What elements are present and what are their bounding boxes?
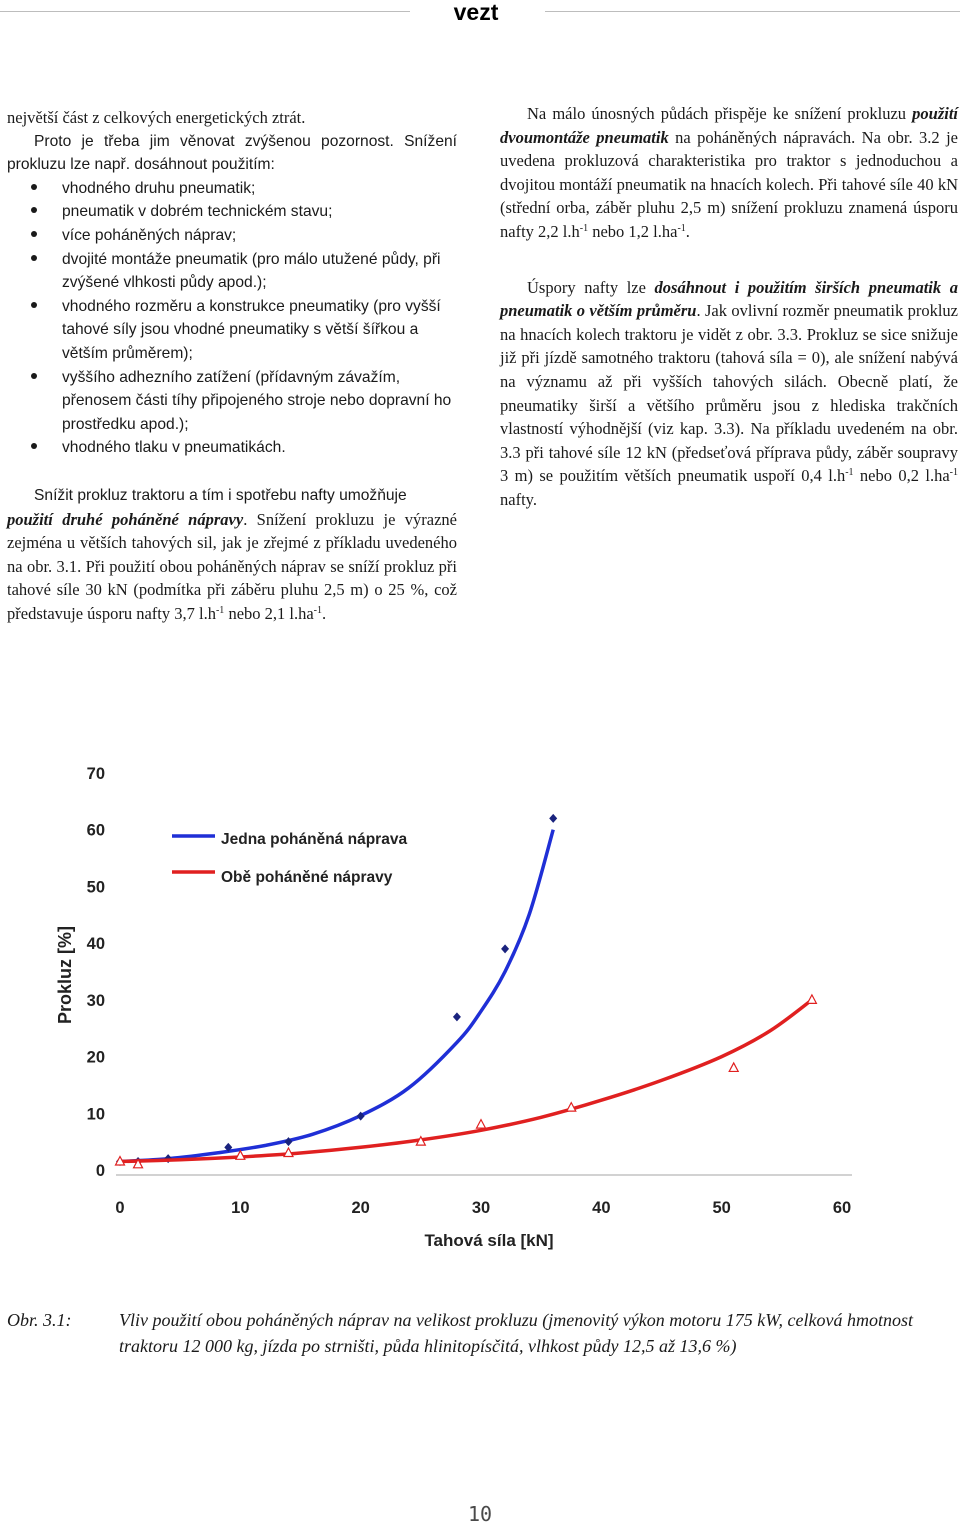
data-point-single-axle: [549, 814, 557, 823]
bullet-item: vyššího adhezního zatížení (přídavným závažím, přenosem části tíhy připojeného stroje nebo dopravní ho prostředku apod.);: [7, 366, 457, 437]
series-layer: [116, 814, 817, 1168]
bullet-item: vhodného tlaku v pneumatikách.: [7, 436, 457, 460]
x-tick-label: 50: [712, 1199, 731, 1217]
superscript: -1: [215, 604, 225, 616]
x-tick-label: 30: [471, 1199, 491, 1217]
trend-line-both-axles: [120, 1000, 812, 1162]
y-tick-label: 10: [86, 1105, 105, 1124]
x-axis-label: Tahová síla [kN]: [424, 1231, 554, 1250]
body-text: .: [685, 221, 690, 241]
y-tick-label: 40: [86, 935, 105, 954]
body-text: nebo 2,1 l.ha: [224, 603, 314, 623]
data-point-both-axles: [477, 1120, 486, 1129]
spacer: [500, 244, 958, 276]
x-tick-label: 10: [231, 1199, 250, 1217]
logo-text: vezt: [453, 0, 499, 25]
spacer: [7, 460, 457, 484]
bullet-item: více poháněných náprav;: [7, 224, 457, 248]
body-text: na poháněných nápravách. Na obr. 3.2 je uvedena prokluzová charakteristika pro traktor s jednoduchou a dvojitou montáží pneumatik na hnacích kolech. Při tahové síle 40 kN (střední orba, záběr pluhu 2,5 m) snížení prokluzu znamená úsporu nafty 2,2 l.h: [500, 127, 958, 241]
data-point-both-axles: [807, 995, 816, 1004]
bullet-item: pneumatik v dobrém technickém stavu;: [7, 200, 457, 224]
right-column: [500, 102, 958, 512]
figure-label: Obr. 3.1:: [7, 1310, 72, 1330]
lead-sentence: Snížit prokluz traktoru a tím i spotřebu nafty umožňuje: [34, 486, 407, 504]
bullet-item: dvojité montáže pneumatik (pro málo utužené půdy, při zvýšené vlhkosti půdy apod.);: [7, 248, 457, 295]
body-text: nafty.: [500, 489, 537, 509]
header-rule-right: [545, 11, 960, 12]
header-rule-left: [0, 11, 410, 12]
y-axis-ticks: [87, 765, 105, 1180]
superscript: -1: [677, 222, 686, 234]
data-point-single-axle: [501, 944, 509, 953]
figure-caption: Vliv použití obou poháněných náprav na velikost prokluzu (jmenovitý výkon motoru 175 kW, celková hmotnost traktoru 12 000 kg, jízda po strništi, půda hlinitopísčitá, vlhkost půdy 12,5 až 13,6 %): [119, 1310, 913, 1356]
x-tick-label: 0: [115, 1199, 125, 1217]
paragraph-wider-tyres: [500, 276, 958, 512]
bullet-item: vhodného druhu pneumatik;: [7, 177, 457, 201]
body-text: nebo 1,2 l.ha: [588, 221, 678, 241]
bullet-list: [7, 177, 457, 460]
x-tick-label: 40: [592, 1199, 611, 1217]
data-point-both-axles: [729, 1063, 738, 1072]
emphasis: dosáhnout i použitím širších pneumatik a pneumatik o větším průměru: [500, 277, 958, 321]
data-point-single-axle: [453, 1012, 461, 1021]
emphasis: použití dvoumontáže pneumatik: [500, 104, 958, 147]
y-tick-label: 60: [86, 821, 105, 840]
y-tick-label: 20: [86, 1048, 105, 1067]
x-tick-label: 60: [832, 1199, 852, 1217]
y-tick-label: 50: [86, 878, 105, 897]
y-tick-label: 70: [86, 765, 105, 783]
superscript: -1: [313, 604, 323, 616]
vezt-logo: [440, 0, 512, 26]
lead-sentence: Na málo únosných půdách přispěje ke snížení prokluzu: [527, 104, 907, 123]
emphasis: použití druhé poháněné nápravy: [7, 509, 244, 529]
paragraph-intro: největší část z celkových energetických ztrát.: [7, 108, 306, 127]
y-axis-label: Prokluz [%]: [55, 925, 75, 1025]
left-column: [7, 106, 457, 625]
body-text: . Snížení prokluzu je výrazné zejména u větších tahových sil, jak je zřejmé z příkladu uvedeného na obr. 3.1. Při použití obou poháněných náprav se sníží prokluz při tahové síle 30 kN (podmítka při záběru pluhu 2,5 m) o 25 %, což představuje úsporu nafty 3,7 l.h: [7, 509, 457, 623]
lead-sentence: Úspory nafty lze: [527, 277, 655, 297]
y-tick-label: 0: [95, 1162, 105, 1180]
legend: [172, 831, 407, 886]
superscript: -1: [845, 467, 854, 479]
paragraph-second-axle: [7, 484, 457, 626]
y-tick-label: 30: [86, 991, 105, 1010]
page-number: 10: [467, 1502, 493, 1526]
superscript: -1: [579, 222, 589, 234]
paragraph-dual-tyres: [500, 102, 958, 244]
superscript: -1: [949, 467, 958, 479]
legend-label-both-axles: Obě poháněné nápravy: [221, 869, 393, 886]
x-axis-ticks: [115, 1199, 851, 1217]
paragraph-methods: Proto je třeba jim věnovat zvýšenou pozornost. Snížení prokluzu lze např. dosáhnout použitím:: [7, 132, 457, 174]
legend-label-single-axle: Jedna poháněná náprava: [221, 831, 408, 848]
x-tick-label: 20: [351, 1199, 370, 1217]
body-text: nebo 0,2 l.ha: [853, 466, 950, 486]
body-text: . Jak ovlivní rozměr pneumatik prokluz na hnacích kolech traktoru je vidět z obr. 3.3. Prokluz se sice snižuje již při jízdě samotného traktoru (tahová síla = 0), ale snížení nabývá na významu až při vyšších tahových silách. Obecně platí, že pneumatiky širší a většího průměru jsou z hlediska trakčních vlastností výhodnější (viz kap. 3.3). Na příkladu uvedeném na obr. 3.3 při tahové síle 12 kN (předseťová příprava půdy, záběr soupravy 3 m) se použitím větších pneumatik uspoří 0,4 l.h: [500, 301, 958, 486]
bullet-item: vhodného rozměru a konstrukce pneumatiky (pro vyšší tahové síly jsou vhodné pneumatiky s větší šířkou a větším průměrem);: [7, 295, 457, 366]
slip-chart: [0, 740, 960, 1260]
body-text: .: [322, 603, 327, 623]
